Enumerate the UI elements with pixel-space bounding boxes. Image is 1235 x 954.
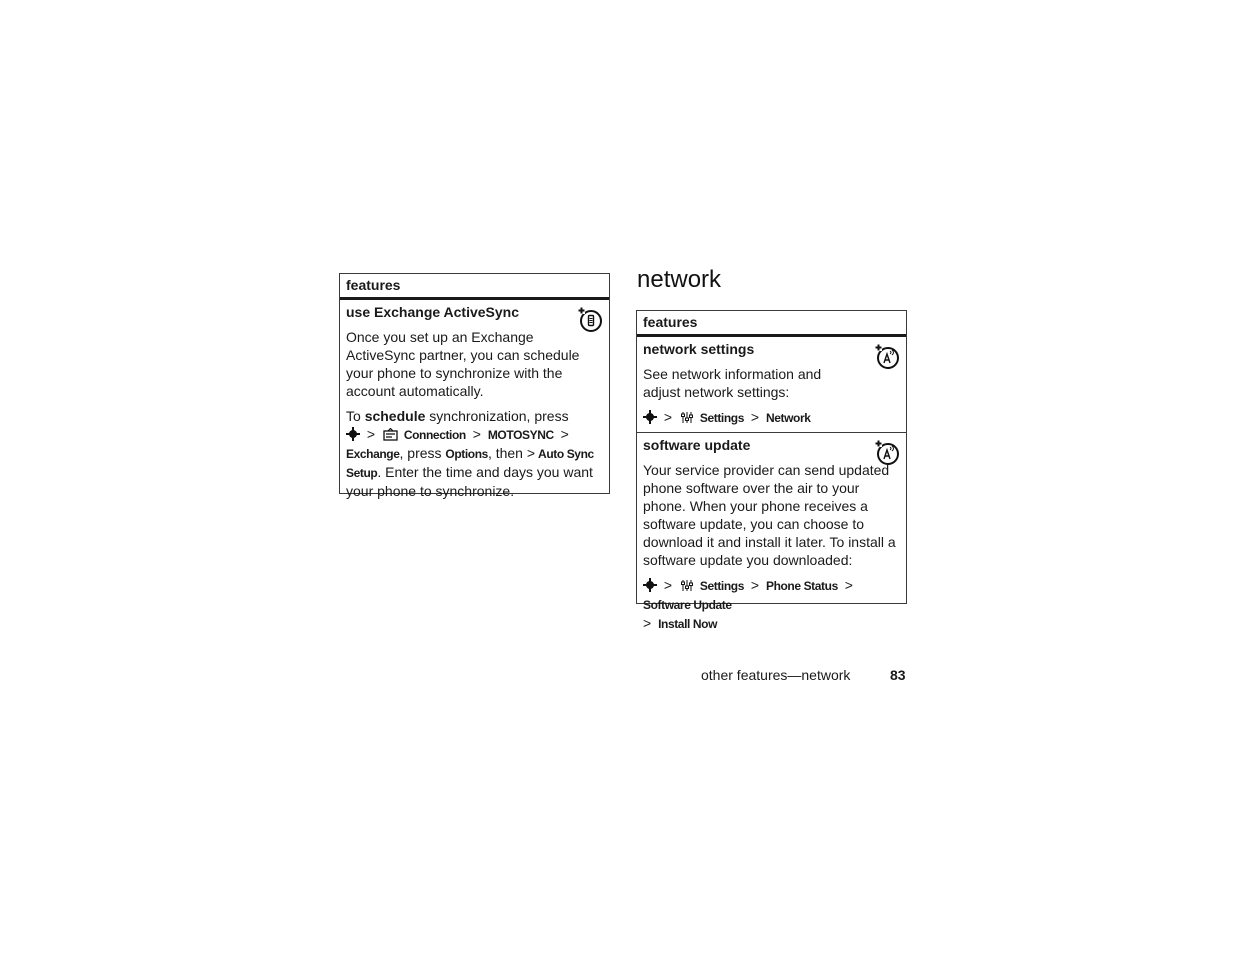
table-header: features — [340, 274, 609, 300]
menu-item-phone-status: Phone Status — [765, 579, 838, 593]
separator: > — [643, 615, 652, 631]
menu-item-exchange: Exchange — [346, 447, 400, 461]
nav-key-icon — [643, 578, 657, 592]
menu-item-settings: Settings — [699, 411, 744, 425]
settings-icon — [680, 579, 694, 592]
separator: > — [844, 577, 853, 593]
feature-row-network-settings — [637, 337, 906, 432]
connection-icon — [383, 428, 398, 441]
feature-menu-path — [643, 576, 900, 633]
menu-item-software-update: Software Update — [643, 598, 732, 612]
feature-title: network settings — [643, 341, 755, 357]
separator: > — [750, 409, 760, 425]
separator: > — [663, 577, 673, 593]
separator: > — [526, 445, 536, 461]
text-span: . Enter the time and days you want your phone to synchronize. — [346, 464, 593, 499]
features-table-left — [339, 273, 610, 499]
feature-title: use Exchange ActiveSync — [346, 304, 520, 320]
menu-item-connection: Connection — [403, 428, 466, 442]
separator: > — [663, 409, 673, 425]
text-span: synchronization, press — [425, 408, 569, 424]
footer-section-label: other features—network — [701, 667, 851, 683]
feature-instructions — [346, 407, 603, 500]
network-feature-icon — [874, 343, 900, 369]
settings-icon — [680, 411, 694, 424]
menu-item-motosync: MOTOSYNC — [487, 428, 554, 442]
menu-item-network: Network — [765, 411, 811, 425]
network-dependent-feature-icon — [577, 306, 603, 332]
separator: > — [366, 426, 376, 442]
feature-description: Once you set up an Exchange ActiveSync partner, you can schedule your phone to synchronize with the account automatically. — [346, 329, 580, 399]
network-feature-icon — [874, 439, 900, 465]
nav-key-icon — [643, 410, 657, 424]
separator: > — [560, 426, 569, 442]
feature-title: software update — [643, 437, 751, 453]
text-span: , then — [487, 445, 527, 461]
text-span: , press — [399, 445, 446, 461]
menu-item-settings: Settings — [699, 579, 744, 593]
separator: > — [750, 577, 760, 593]
feature-menu-path — [643, 408, 900, 427]
page-number: 83 — [890, 667, 906, 683]
feature-row-exchange-activesync — [340, 300, 609, 505]
menu-item-options: Options — [445, 447, 488, 461]
separator: > — [472, 426, 481, 442]
menu-item-install-now: Install Now — [658, 617, 718, 631]
feature-row-software-update — [637, 432, 906, 638]
features-table-right — [636, 310, 907, 631]
section-title: network — [637, 266, 722, 293]
menu-item-auto-sync-setup: Auto Sync Setup — [346, 447, 594, 480]
nav-key-icon — [346, 427, 360, 441]
feature-description: See network information and adjust network settings: — [643, 366, 822, 400]
text-span: To — [346, 408, 365, 424]
table-header: features — [637, 311, 906, 337]
bold-term: schedule — [364, 408, 426, 424]
feature-description: Your service provider can send updated phone software over the air to your phone. When your phone receives a software update, you can choose to download it and install it later. To install a software update you downloaded: — [643, 462, 896, 568]
